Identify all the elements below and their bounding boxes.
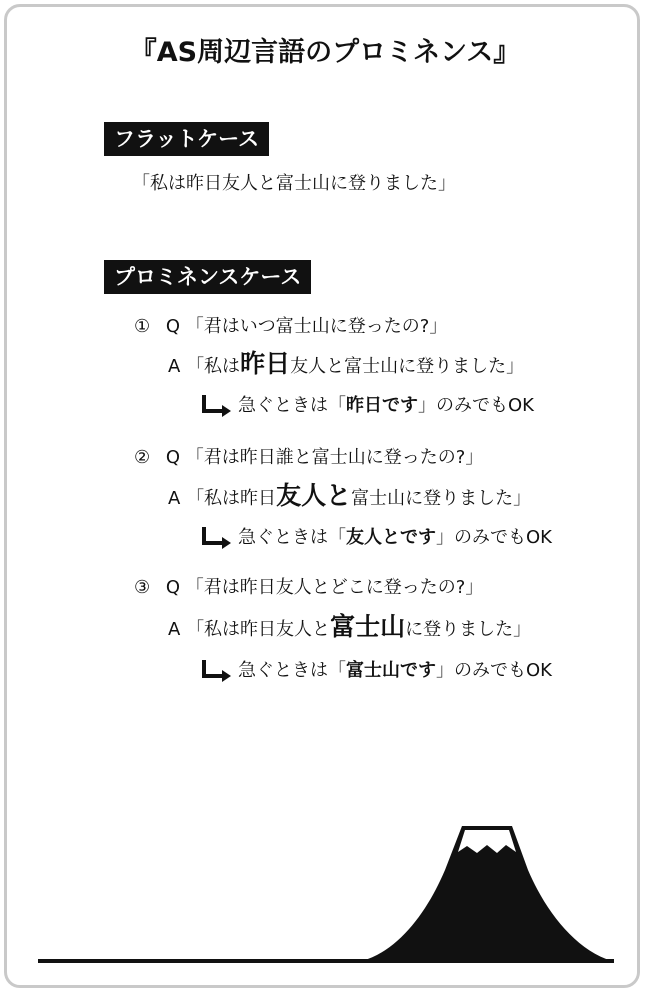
item-number-1: ① [134, 316, 151, 337]
flat-case-badge: フラットケース [104, 122, 269, 156]
q-mark-1: Q [165, 316, 181, 337]
hurry-2-post: 」のみでもOK [436, 527, 552, 548]
item-number-3: ③ [134, 577, 151, 598]
hurry-2-pre: 急ぐときは「 [238, 527, 346, 548]
answer-2-post: 富士山に登りました」 [351, 488, 532, 509]
a-mark-3: A [168, 619, 181, 640]
answer-1-emphasis: 昨日 [240, 349, 291, 378]
page-title: 『AS周辺言語のプロミネンス』 [129, 37, 521, 68]
answer-2-emphasis: 友人と [276, 481, 352, 510]
question-3: 「君は昨日友人とどこに登ったの?」 [185, 577, 484, 598]
hurry-3-post: 」のみでもOK [436, 660, 552, 681]
a-mark-2: A [168, 488, 181, 509]
answer-3-pre: 「私は昨日友人と [186, 619, 331, 640]
answer-3-post: に登りました」 [405, 619, 532, 640]
question-2: 「君は昨日誰と富士山に登ったの?」 [185, 447, 484, 468]
prominence-case-badge: プロミネンスケース [104, 260, 311, 294]
hurry-2-emphasis: 友人とです [346, 527, 436, 548]
flat-case-sentence: 「私は昨日友人と富士山に登りました」 [132, 173, 456, 194]
hurry-1-post: 」のみでもOK [418, 395, 534, 416]
q-mark-3: Q [165, 577, 181, 598]
hurry-1-pre: 急ぐときは「 [238, 395, 346, 416]
hurry-1-emphasis: 昨日です [346, 395, 418, 416]
answer-2-pre: 「私は昨日 [186, 488, 277, 509]
item-number-2: ② [134, 447, 151, 468]
answer-1-pre: 「私は [186, 356, 241, 377]
hurry-3-emphasis: 富士山です [346, 660, 436, 681]
q-mark-2: Q [165, 447, 181, 468]
question-1: 「君はいつ富士山に登ったの?」 [185, 316, 448, 337]
a-mark-1: A [168, 356, 181, 377]
answer-1-post: 友人と富士山に登りました」 [290, 356, 525, 377]
answer-3-emphasis: 富士山 [330, 612, 406, 641]
hurry-3-pre: 急ぐときは「 [238, 660, 346, 681]
